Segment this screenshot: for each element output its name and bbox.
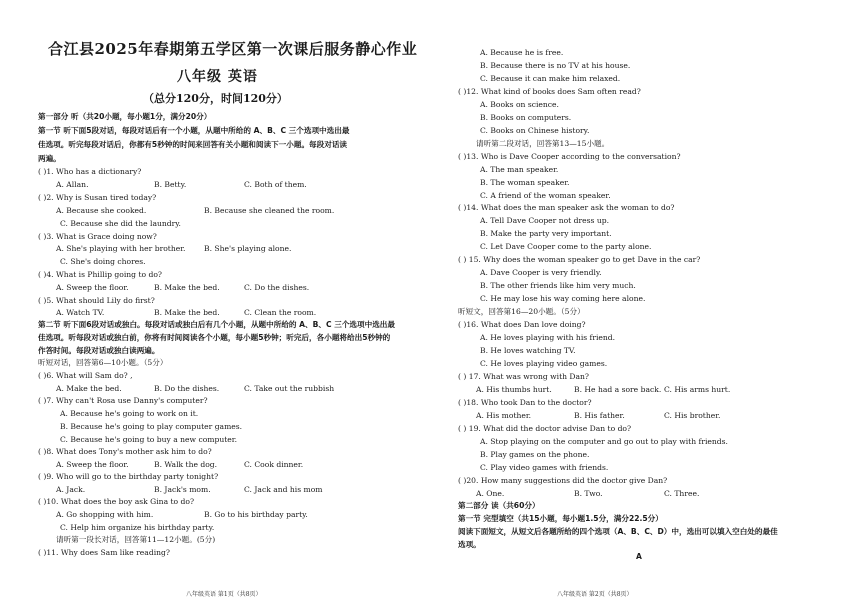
text-line: ( )4. What is Phillip going to do?: [38, 270, 162, 279]
option-a: A. Allan.: [56, 180, 89, 189]
section-heading: 佳选项。听每段对话或独白前，你将有时间阅读各个小题，每小题5秒钟；听完后，各小题将给出5秒钟的: [38, 333, 391, 342]
option-b: B. Make the bed.: [154, 308, 220, 317]
option-a: A. Sweep the floor.: [56, 283, 129, 292]
text-line: ( )9. Who will go to the birthday party tonight?: [38, 472, 219, 481]
text-line: ( )2. Why is Susan tired today?: [38, 193, 157, 202]
text-line: ( )12. What kind of books does Sam often read?: [458, 87, 641, 96]
section-heading: 阅读下面短文，从短文后各题所给的四个选项（A、B、C、D）中，选出可以填入空白处的最佳: [458, 527, 778, 536]
option-b: B. His father.: [574, 411, 625, 420]
option-b: B. Go to his birthday party.: [204, 510, 308, 519]
text-line: ( )18. Who took Dan to the doctor?: [458, 398, 592, 407]
section-heading: 第一部分 听（共20小题，每小题1分，满分20分）: [38, 112, 212, 121]
section-heading: 第二节 听下面6段对话或独白。每段对话或独白后有几个小题，从题中所给的 A、B、C 三个选项中选出最: [38, 320, 395, 329]
option-a: A. Go shopping with him.: [56, 510, 154, 519]
text-line: C. A friend of the woman speaker.: [480, 191, 611, 200]
text-line: B. The other friends like him very much.: [480, 281, 636, 290]
option-c: C. Do the dishes.: [244, 283, 310, 292]
text-line: ( )3. What is Grace doing now?: [38, 232, 157, 241]
text-line: A. Stop playing on the computer and go out to play with friends.: [480, 437, 728, 446]
section-heading: 佳选项。听完每段对话后，你都有5秒钟的时间来回答有关小题和阅读下一小题。每段对话读: [38, 140, 348, 149]
text-line: B. He loves watching TV.: [480, 346, 576, 355]
text-line: ( )7. Why can't Rosa use Danny's computer?: [38, 396, 208, 405]
option-a: A. She's playing with her brother.: [56, 244, 186, 253]
option-c: C. His brother.: [664, 411, 721, 420]
text-line: ( ) 15. Why does the woman speaker go to get Dave in the car?: [458, 255, 701, 264]
text-line: B. Make the party very important.: [480, 229, 612, 238]
section-heading: 第二部分 读（共60分）: [458, 501, 540, 510]
text-line: B. The woman speaker.: [480, 178, 570, 187]
section-heading: 第一节 完型填空（共15小题，每小题1.5分，满分22.5分）: [458, 514, 663, 523]
option-b: B. Betty.: [154, 180, 187, 189]
option-b: B. Two.: [574, 489, 603, 498]
text-line: ( )6. What will Sam do? ,: [38, 371, 133, 380]
text-line: C. He may lose his way coming here alone.: [480, 294, 646, 303]
text-line: 请听第一段长对话，回答第11—12小题。(5分): [56, 535, 216, 544]
section-heading: 选项。: [458, 540, 481, 549]
text-line: ( ) 19. What did the doctor advise Dan to do?: [458, 424, 632, 433]
text-line: B. Because he's going to play computer games.: [60, 422, 243, 431]
footer-left: 八年级英语 第1页（共8页）: [186, 591, 262, 598]
text-line: ( )10. What does the boy ask Gina to do?: [38, 497, 195, 506]
option-b: B. Walk the dog.: [154, 460, 218, 469]
text-line: ( )16. What does Dan love doing?: [458, 320, 586, 329]
option-c: C. Take out the rubbish: [244, 384, 335, 393]
option-a: A. Sweep the floor.: [56, 460, 129, 469]
text-line: A. He loves playing with his friend.: [480, 333, 616, 342]
text-line: ( )11. Why does Sam like reading?: [38, 548, 170, 557]
text-line: ( )13. Who is Dave Cooper according to the conversation?: [458, 152, 681, 161]
exam-title: 合江县2025年春期第五学区第一次课后服务静心作业: [48, 40, 418, 58]
text-line: ( )1. Who has a dictionary?: [38, 167, 142, 176]
option-a: A. His mother.: [476, 411, 532, 420]
option-a: A. Watch TV.: [56, 308, 105, 317]
score-time: （总分120分，时间120分）: [143, 92, 288, 105]
option-b: B. Make the bed.: [154, 283, 220, 292]
text-line: C. He loves playing video games.: [480, 359, 608, 368]
text-line: C. She's doing chores.: [60, 257, 146, 266]
option-b: B. She's playing alone.: [204, 244, 292, 253]
text-line: C. Because she did the laundry.: [60, 219, 181, 228]
text-line: 请听第二段对话，回答第13—15小题。: [476, 139, 610, 148]
option-a: A. Jack.: [56, 485, 86, 494]
option-b: B. Jack's mom.: [154, 485, 211, 494]
text-line: A. Tell Dave Cooper not dress up.: [480, 216, 610, 225]
option-c: C. Jack and his mom: [244, 485, 323, 494]
text-line: C. Because he's going to buy a new computer.: [60, 435, 237, 444]
text-line: C. Help him organize his birthday party.: [60, 523, 215, 532]
option-a: A. His thumbs hurt.: [476, 385, 552, 394]
text-line: C. Books on Chinese history.: [480, 126, 590, 135]
text-line: ( )5. What should Lily do first?: [38, 296, 155, 305]
text-line: B. Play games on the phone.: [480, 450, 590, 459]
text-line: A. Dave Cooper is very friendly.: [480, 268, 602, 277]
exam-subtitle: 八年级 英语: [177, 69, 258, 85]
option-c: C. Cook dinner.: [244, 460, 304, 469]
option-c: C. Three.: [664, 489, 700, 498]
text-line: C. Because it can make him relaxed.: [480, 74, 621, 83]
option-a: A. Because she cooked.: [56, 206, 147, 215]
text-line: ( )20. How many suggestions did the doctor give Dan?: [458, 476, 668, 485]
text-line: A. Because he's going to work on it.: [60, 409, 199, 418]
option-b: B. He had a sore back.: [574, 385, 662, 394]
text-line: A. Books on science.: [480, 100, 559, 109]
footer-right: 八年级英语 第2页（共8页）: [557, 591, 633, 598]
option-a: A. One.: [476, 489, 505, 498]
text-line: A. The man speaker.: [480, 165, 559, 174]
section-heading: A: [636, 552, 642, 561]
section-heading: 作答时间。每段对话或独白读两遍。: [38, 346, 160, 355]
text-line: B. Because there is no TV at his house.: [480, 61, 631, 70]
option-c: C. Both of them.: [244, 180, 307, 189]
option-c: C. His arms hurt.: [664, 385, 731, 394]
text-line: ( )8. What does Tony's mother ask him to do?: [38, 447, 212, 456]
option-a: A. Make the bed.: [56, 384, 122, 393]
text-line: B. Books on computers.: [480, 113, 572, 122]
section-heading: 两遍。: [38, 154, 61, 163]
text-line: ( ) 17. What was wrong with Dan?: [458, 372, 589, 381]
option-b: B. Because she cleaned the room.: [204, 206, 335, 215]
text-line: 听短对话，回答第6—10小题。（5分）: [38, 358, 168, 367]
option-b: B. Do the dishes.: [154, 384, 220, 393]
text-line: C. Let Dave Cooper come to the party alone.: [480, 242, 652, 251]
text-line: A. Because he is free.: [480, 48, 564, 57]
option-c: C. Clean the room.: [244, 308, 317, 317]
text-line: C. Play video games with friends.: [480, 463, 609, 472]
text-line: ( )14. What does the man speaker ask the woman to do?: [458, 203, 675, 212]
section-heading: 第一节 听下面5段对话，每段对话后有一个小题，从题中所给的 A、B、C 三个选项中选出最: [38, 126, 350, 135]
text-line: 听短文，回答第16—20小题。（5分）: [458, 307, 585, 316]
